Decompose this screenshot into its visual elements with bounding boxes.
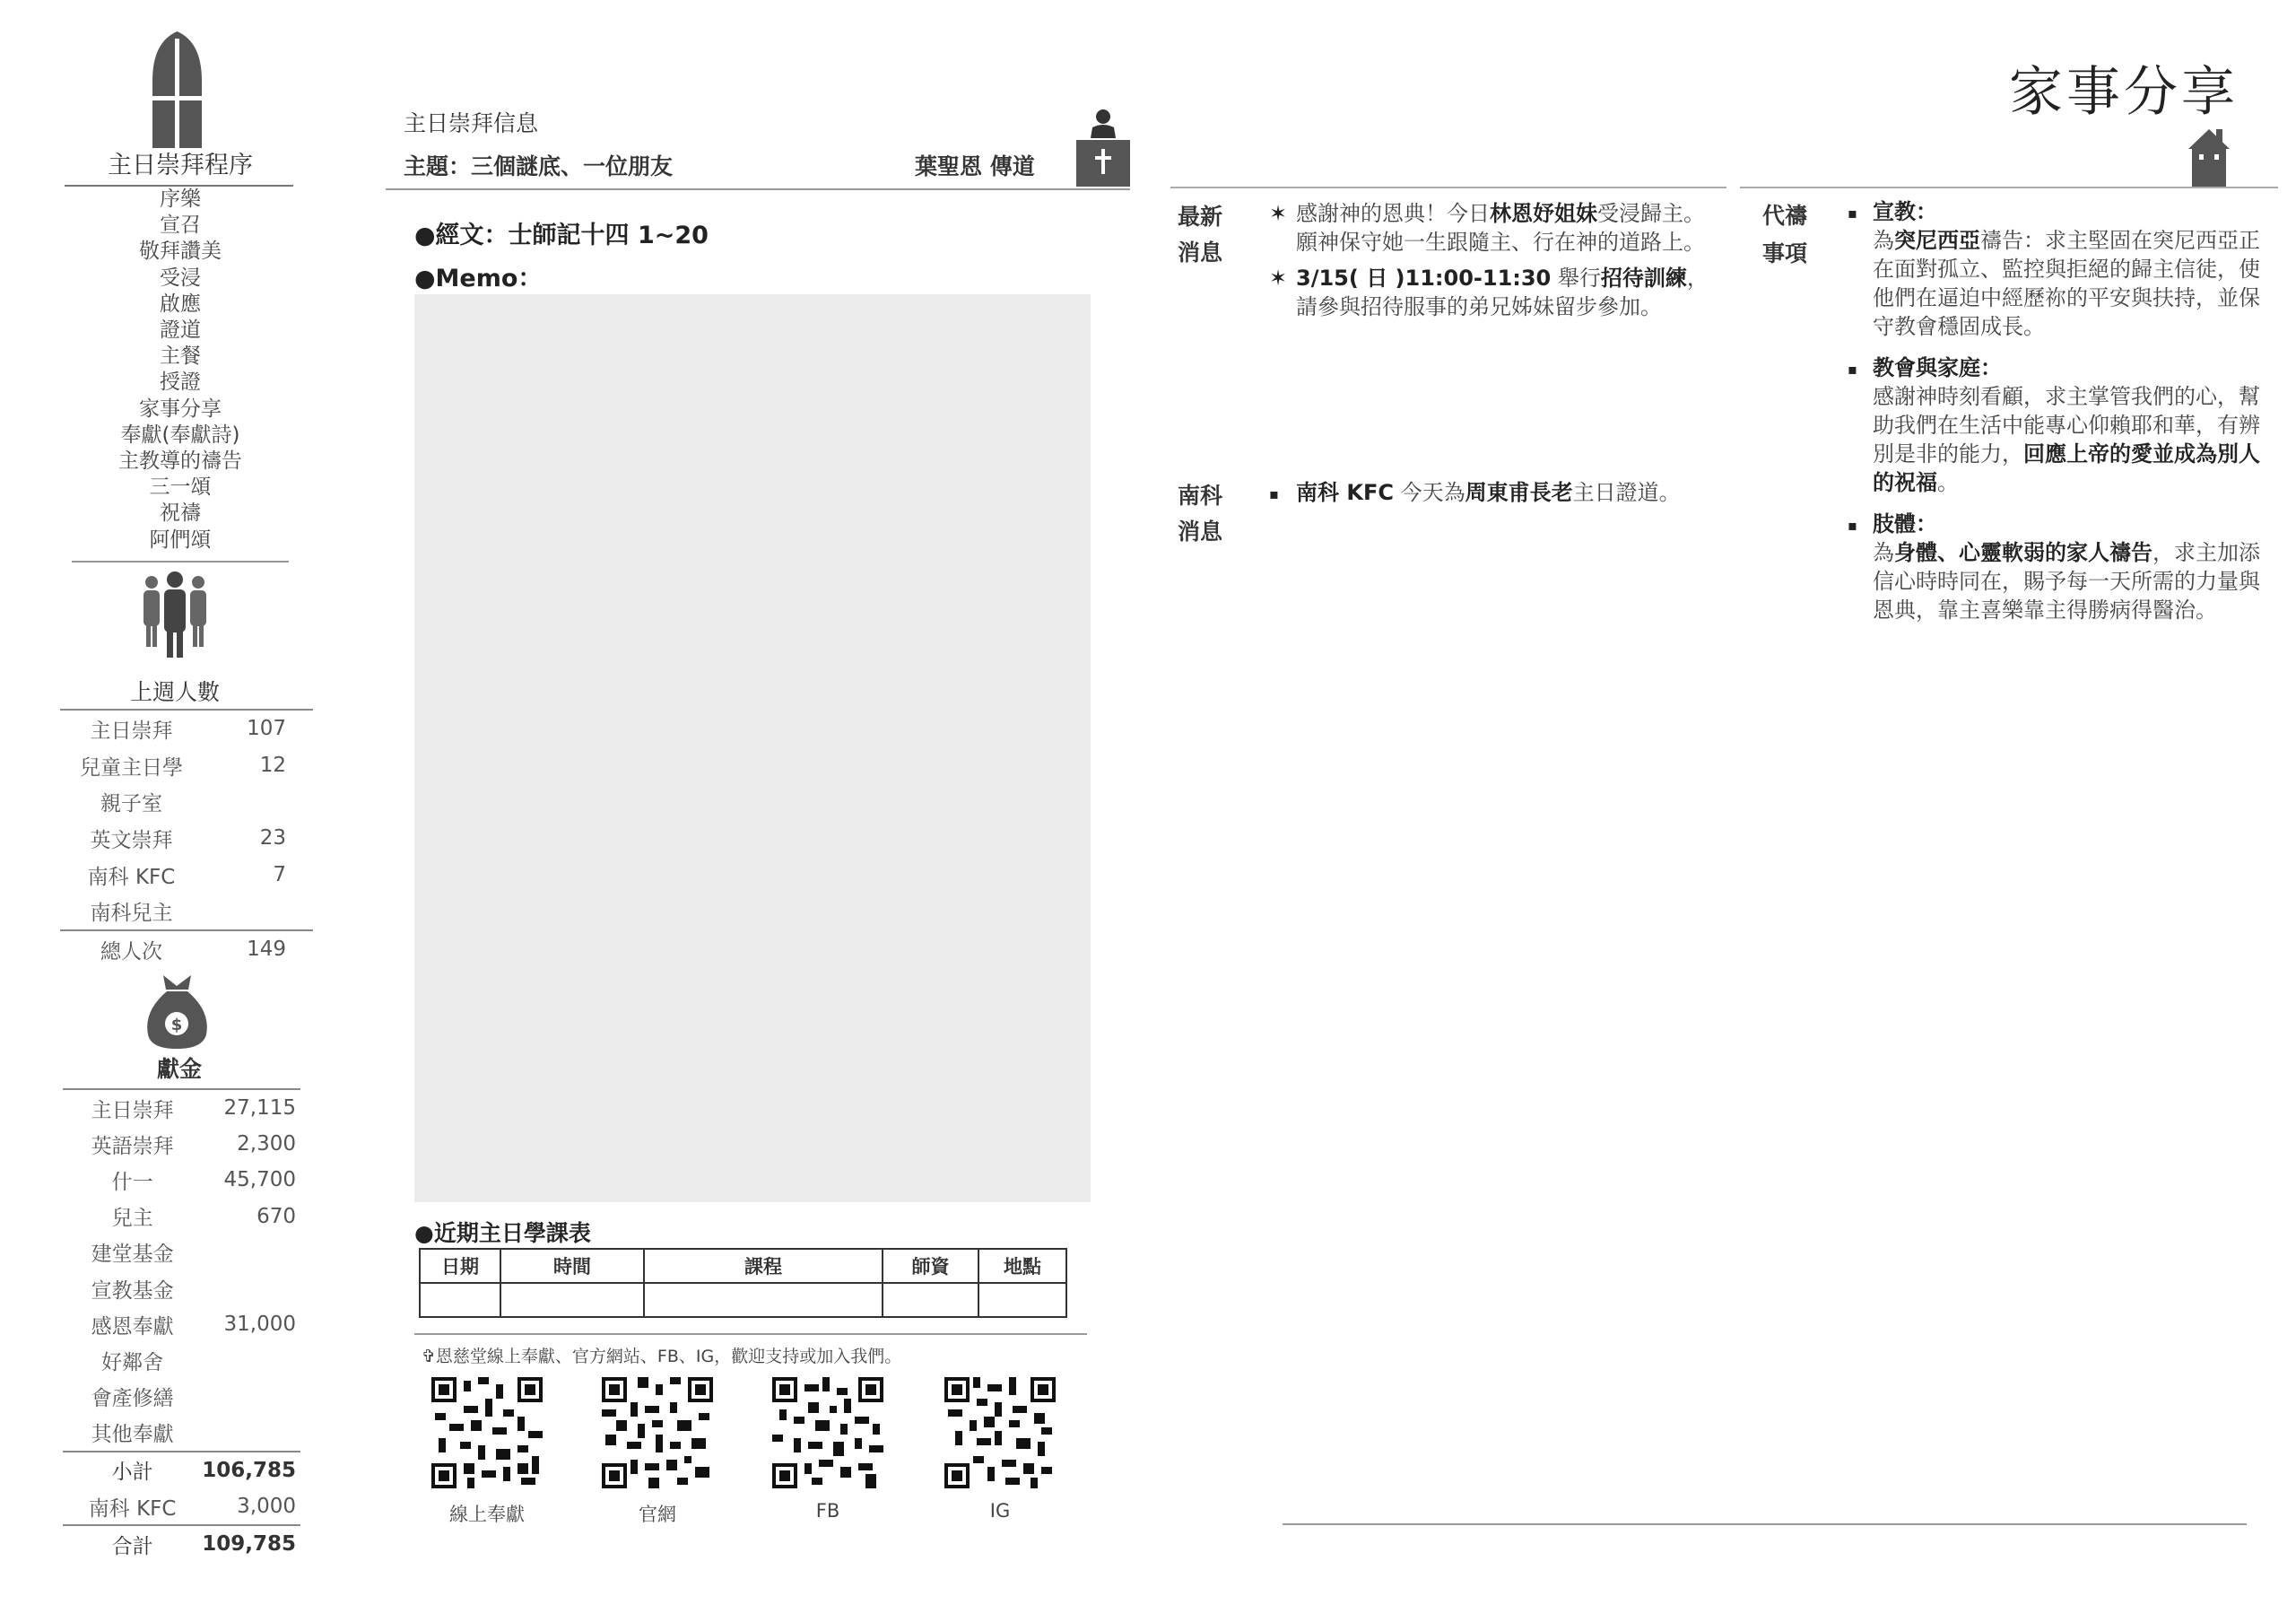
row-label: 建堂基金 bbox=[91, 1243, 174, 1267]
text-run: 為 bbox=[1873, 228, 1894, 253]
row-value: 670 bbox=[257, 1204, 296, 1228]
table-row bbox=[63, 1162, 300, 1198]
row-value bbox=[202, 1270, 300, 1306]
news-item bbox=[1269, 199, 1722, 257]
message-heading: 主日崇拜信息 bbox=[404, 110, 539, 136]
highlight-text: 南科 KFC bbox=[1296, 480, 1394, 505]
qr-code-icon bbox=[772, 1377, 883, 1488]
preacher-name: 葉聖恩 傳道 bbox=[915, 153, 1035, 179]
highlight-text: 林恩妤姐妹 bbox=[1490, 201, 1597, 226]
page-title: 家事分享 bbox=[2009, 61, 2239, 124]
total-value: 149 bbox=[203, 930, 313, 968]
row-value bbox=[202, 1415, 300, 1452]
qr-code-icon bbox=[602, 1377, 713, 1488]
row-value bbox=[202, 1379, 300, 1415]
total-label: 總人次 bbox=[60, 930, 203, 968]
text-run: ，請參與招待服事的弟兄姊妹留步參加。 bbox=[1296, 266, 1709, 319]
square-bullet-icon: ▪ bbox=[1269, 485, 1279, 502]
qr-invitation-note: ✞恩慈堂線上奉獻、官方網站、FB、IG，歡迎支持或加入我們。 bbox=[422, 1347, 902, 1366]
memo-label: ●Memo： bbox=[414, 265, 543, 292]
highlight-text: 回應上帝的愛並成為別人的祝福 bbox=[1873, 441, 2260, 495]
prayer-body bbox=[1873, 382, 2274, 497]
prayer-heading: 肢體： bbox=[1873, 511, 1937, 536]
row-label: 兒童主日學 bbox=[79, 755, 183, 780]
table-header-row bbox=[420, 1249, 1066, 1283]
divider bbox=[1170, 187, 1726, 188]
row-label: 主日崇拜 bbox=[63, 1089, 202, 1126]
news-item bbox=[1269, 264, 1722, 321]
text-run: 主日證道。 bbox=[1572, 480, 1681, 505]
text-run: 受浸歸主。願神保守她一生跟隨主、行在神的道路上。 bbox=[1296, 201, 1705, 255]
sermon-theme: 主題：三個謎底、一位朋友 bbox=[404, 153, 674, 179]
nanke-news-list bbox=[1269, 478, 1691, 516]
table-row bbox=[60, 893, 313, 930]
label-line: 消息 bbox=[1178, 519, 1223, 545]
prayer-item bbox=[1848, 197, 2274, 341]
row-label: 南科 KFC bbox=[87, 865, 176, 889]
prayer-content bbox=[1873, 510, 2274, 624]
news-text bbox=[1296, 199, 1722, 257]
row-value bbox=[203, 783, 313, 820]
row-label: 南科 KFC bbox=[88, 1496, 177, 1521]
total-value: 109,785 bbox=[202, 1525, 300, 1562]
schedule-table bbox=[419, 1248, 1067, 1318]
table-row bbox=[63, 1089, 300, 1126]
qr-label: IG bbox=[989, 1500, 1011, 1522]
table-cell bbox=[883, 1283, 978, 1317]
label-line: 代禱 bbox=[1762, 203, 1808, 229]
highlight-text: 突尼西亞 bbox=[1894, 228, 1980, 253]
latest-news-list bbox=[1269, 199, 1722, 328]
memo-area bbox=[414, 294, 1091, 1202]
offering-title: 獻金 bbox=[156, 1056, 202, 1082]
order-item: 阿們頌 bbox=[149, 528, 212, 552]
column-header: 課程 bbox=[644, 1249, 883, 1283]
prayer-list bbox=[1848, 197, 2274, 637]
prayer-label bbox=[1762, 197, 1807, 273]
table-row bbox=[63, 1126, 300, 1162]
table-cell bbox=[978, 1283, 1066, 1317]
row-label: 南科兒主 bbox=[90, 902, 173, 926]
row-label: 好鄰舍 bbox=[101, 1350, 164, 1374]
order-item: 序樂 bbox=[160, 188, 201, 211]
table-row bbox=[63, 1488, 300, 1525]
table-cell bbox=[420, 1283, 500, 1317]
prayer-heading: 教會與家庭： bbox=[1873, 355, 2002, 380]
text-run: 感謝神時刻看顧，求主掌管我們的心，幫助我們在生活中能專心仰賴耶和華，有辨別是非的能力， bbox=[1873, 384, 2260, 467]
row-label: 主日崇拜 bbox=[60, 710, 203, 747]
row-label: 什一 bbox=[111, 1170, 153, 1194]
square-bullet-icon: ▪ bbox=[1848, 205, 1857, 222]
label-line: 事項 bbox=[1762, 240, 1808, 266]
row-label: 英語崇拜 bbox=[91, 1134, 174, 1158]
row-value: 107 bbox=[203, 710, 313, 747]
qr-label: 線上奉獻 bbox=[449, 1504, 525, 1525]
order-item: 家事分享 bbox=[139, 397, 222, 421]
row-value: 45,700 bbox=[223, 1168, 296, 1192]
row-label: 其他奉獻 bbox=[91, 1423, 174, 1447]
row-value: 3,000 bbox=[237, 1495, 296, 1519]
row-value bbox=[203, 893, 313, 930]
money-bag-icon bbox=[144, 973, 211, 1053]
text-run: 禱告：求主堅固在突尼西亞正在面對孤立、監控與拒絕的歸主信徒，使他們在逼迫中經歷祢的平安與扶持，並保守教會穩固成長。 bbox=[1873, 228, 2260, 339]
table-cell bbox=[644, 1283, 883, 1317]
prayer-content bbox=[1873, 197, 2274, 341]
svg-text:$: $ bbox=[170, 1016, 183, 1034]
order-item: 啟應 bbox=[160, 292, 201, 316]
worship-order-list bbox=[65, 187, 296, 554]
label-line: 最新 bbox=[1178, 204, 1223, 230]
attendance-table bbox=[60, 709, 313, 968]
prayer-content bbox=[1873, 353, 2274, 497]
divider bbox=[386, 188, 1130, 190]
prayer-body bbox=[1873, 226, 2274, 341]
row-label: 英文崇拜 bbox=[90, 828, 173, 852]
order-item: 主餐 bbox=[160, 345, 201, 369]
divider bbox=[72, 561, 289, 563]
text-run: 舉行 bbox=[1551, 266, 1601, 291]
house-icon bbox=[2188, 126, 2230, 192]
table-row bbox=[60, 710, 313, 747]
subtotal-row bbox=[63, 1452, 300, 1488]
qr-online-giving[interactable] bbox=[429, 1377, 545, 1527]
label-line: 南科 bbox=[1178, 483, 1223, 509]
order-item: 宣召 bbox=[160, 214, 201, 238]
label-line: 消息 bbox=[1178, 240, 1223, 266]
prayer-item bbox=[1848, 353, 2274, 497]
qr-facebook[interactable] bbox=[770, 1377, 886, 1522]
worship-order-title: 主日崇拜程序 bbox=[108, 152, 253, 179]
row-label: 宣教基金 bbox=[91, 1278, 174, 1303]
order-item: 受浸 bbox=[160, 266, 201, 290]
column-header: 師資 bbox=[883, 1249, 978, 1283]
table-row bbox=[63, 1342, 300, 1378]
schedule-title: ●近期主日學課表 bbox=[414, 1220, 591, 1246]
news-item bbox=[1269, 478, 1691, 509]
table-row bbox=[63, 1234, 300, 1270]
row-value: 23 bbox=[259, 826, 286, 850]
total-row bbox=[60, 930, 313, 968]
row-label: 會產修繕 bbox=[91, 1387, 174, 1411]
text-run: 感謝神的恩典！今日 bbox=[1296, 201, 1490, 226]
prayer-body bbox=[1873, 538, 2274, 624]
row-value: 7 bbox=[273, 863, 286, 887]
table-row bbox=[60, 783, 313, 820]
text-run: 。 bbox=[1937, 470, 1959, 495]
subtotal-value: 106,785 bbox=[202, 1452, 300, 1488]
order-item: 主教導的禱告 bbox=[118, 449, 242, 474]
row-value bbox=[202, 1234, 300, 1270]
table-cell bbox=[500, 1283, 644, 1317]
table-row bbox=[63, 1306, 300, 1342]
divider bbox=[414, 1333, 1087, 1335]
row-value: 31,000 bbox=[223, 1313, 296, 1337]
divider bbox=[1283, 1523, 2247, 1525]
square-bullet-icon: ▪ bbox=[1848, 517, 1857, 534]
qr-official-site[interactable] bbox=[599, 1377, 716, 1527]
row-value: 2,300 bbox=[237, 1132, 296, 1156]
highlight-text: 招待訓練 bbox=[1600, 266, 1687, 291]
pulpit-icon bbox=[1076, 108, 1130, 192]
order-item: 證道 bbox=[160, 318, 201, 343]
row-label: 感恩奉獻 bbox=[91, 1314, 174, 1339]
text-run: ，求主加添信心時時同在，賜予每一天所需的力量與恩典，靠主喜樂靠主得勝病得醫治。 bbox=[1873, 540, 2260, 623]
table-row bbox=[63, 1199, 300, 1234]
qr-label: FB bbox=[815, 1500, 840, 1522]
nanke-news-label bbox=[1178, 478, 1222, 550]
column-header: 日期 bbox=[420, 1249, 500, 1283]
order-item: 敬拜讚美 bbox=[139, 240, 222, 264]
row-value bbox=[202, 1342, 300, 1378]
qr-code-icon bbox=[944, 1377, 1056, 1488]
order-item: 授證 bbox=[160, 371, 201, 395]
prayer-heading: 宣教： bbox=[1873, 199, 1937, 224]
square-bullet-icon: ▪ bbox=[1848, 361, 1857, 378]
star-bullet-icon: ✶ bbox=[1269, 201, 1288, 226]
table-row bbox=[60, 747, 313, 784]
prayer-item bbox=[1848, 510, 2274, 624]
star-bullet-icon: ✶ bbox=[1269, 266, 1288, 291]
total-label: 合計 bbox=[63, 1525, 202, 1562]
column-header: 地點 bbox=[978, 1249, 1066, 1283]
subtotal-label: 小計 bbox=[63, 1452, 202, 1488]
order-item: 祝禱 bbox=[160, 502, 201, 526]
qr-code-icon bbox=[431, 1377, 543, 1488]
table-row bbox=[60, 857, 313, 894]
qr-label: 官網 bbox=[639, 1504, 676, 1525]
table-row bbox=[63, 1270, 300, 1306]
church-window-icon bbox=[152, 31, 202, 152]
row-label: 兒主 bbox=[111, 1207, 153, 1231]
divider bbox=[1740, 187, 2278, 188]
table-row bbox=[63, 1415, 300, 1452]
text-run: 為 bbox=[1873, 540, 1894, 565]
attendance-title: 上週人數 bbox=[129, 679, 220, 705]
table-row bbox=[420, 1283, 1066, 1317]
people-group-icon bbox=[139, 568, 211, 661]
qr-instagram[interactable] bbox=[942, 1377, 1058, 1522]
scripture-reference: ●經文：士師記十四 1~20 bbox=[414, 222, 709, 249]
table-row bbox=[63, 1379, 300, 1415]
offering-table bbox=[63, 1088, 300, 1562]
table-row bbox=[60, 820, 313, 857]
highlight-text: 3/15( 日 )11:00-11:30 bbox=[1296, 266, 1552, 291]
row-value: 12 bbox=[259, 754, 286, 778]
text-run: 今天為 bbox=[1393, 480, 1465, 505]
column-header: 時間 bbox=[500, 1249, 644, 1283]
latest-news-label bbox=[1178, 199, 1222, 271]
row-label: 親子室 bbox=[100, 792, 162, 816]
news-text bbox=[1296, 264, 1722, 321]
order-item: 奉獻(奉獻詩) bbox=[120, 423, 240, 447]
order-item: 三一頌 bbox=[149, 475, 212, 500]
news-text bbox=[1296, 478, 1691, 509]
highlight-text: 身體、心靈軟弱的家人禱告 bbox=[1894, 540, 2152, 565]
total-row bbox=[63, 1525, 300, 1562]
row-value: 27,115 bbox=[202, 1089, 300, 1126]
highlight-text: 周東甫長老 bbox=[1465, 480, 1573, 505]
